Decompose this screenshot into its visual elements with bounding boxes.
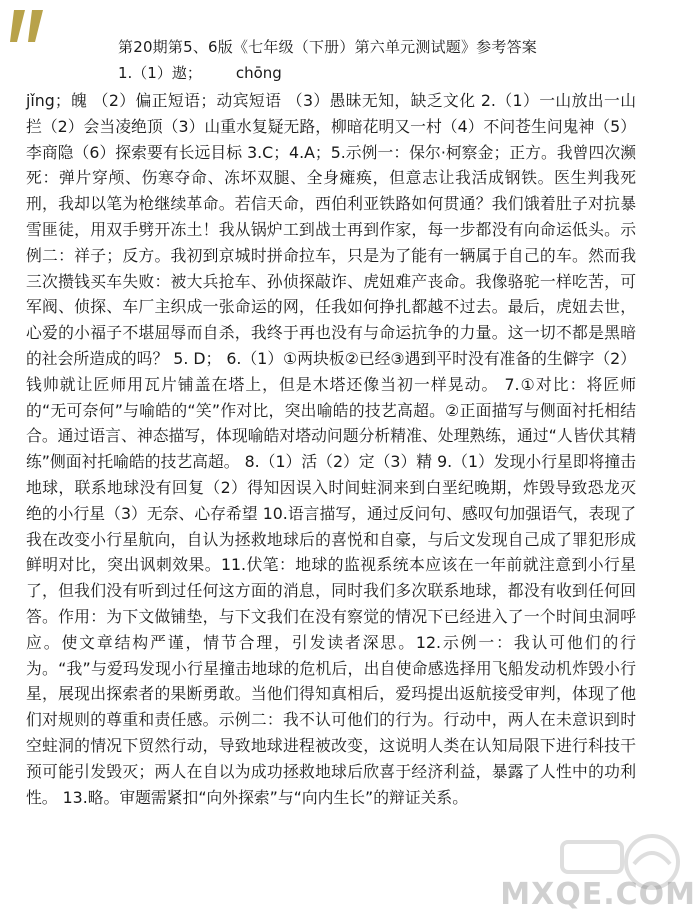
quote-mark-icon — [8, 4, 52, 48]
pinyin-text: chōng — [235, 64, 282, 82]
first-answer-text: 1.（1）遨； — [118, 64, 202, 82]
answer-title: 第20期第5、6版《七年级（下册）第六单元测试题》参考答案 — [118, 38, 537, 56]
first-answer-line — [118, 62, 282, 84]
answer-body: jǐng；魄 （2）偏正短语；动宾短语 （3）愚昧无知，缺乏文化 2.（1）一山放出一山拦（2）会当凌绝顶（3）山重水复疑无路，柳暗花明又一村（4）不问苍生问鬼神（5）李商隐（6）探索要有长远目标 3.C；4.A；5.示例一：保尔·柯察金；正方。我曾四次濒死：弹片穿颅、伤寒夺命、冻坏双腿、全身瘫痪，但意志让我活成钢铁。医生判我死刑，我却以笔为枪继续革命。若信天命，西伯利亚铁路如何贯通？我们饿着肚子对抗暴雪匪徒，用双手劈开冻土！我从锅炉工到战士再到作家，每一步都没有向命运低头。示例二：祥子；反方。我初到京城时拼命拉车，只是为了能有一辆属于自己的车。然而我三次攒钱买车失败：被大兵抢车、孙侦探敲诈、虎妞难产丧命。我像骆驼一样吃苦，可军阀、侦探、车厂主织成一张命运的网，任我如何挣扎都越不过去。最后，虎妞去世，心爱的小福子不堪屈辱而自杀，我终于再也没有与命运抗争的力量。这一切不都是黑暗的社会所造成的吗？ 5. D； 6.（1）①两块板②已经③遇到平时没有准备的生僻字（2）钱帅就让匠师用瓦片铺盖在塔上，但是木塔还像当初一样晃动。 7.①对比：将匠师的“无可奈何”与喻皓的“笑”作对比，突出喻皓的技艺高超。②正面描写与侧面衬托相结合。通过语言、神态描写，体现喻皓对塔动问题分析精准、处理熟练，通过“人皆伏其精练”侧面衬托喻皓的技艺高超。 8.（1）活（2）定（3）精 9.（1）发现小行星即将撞击地球，联系地球没有回复（2）得知因误入时间蛀洞来到白垩纪晚期，炸毁导致恐龙灭绝的小行星（3）无奈、心存希望 10.语言描写，通过反问句、感叹句加强语气，表现了我在改变小行星航向，自认为拯救地球后的喜悦和自豪，与后文发现自己成了罪犯形成鲜明对比，突出讽刺效果。11.伏笔：地球的监视系统本应该在一年前就注意到小行星了，但我们没有听到过任何这方面的消息，同时我们多次联系地球，都没有收到任何回答。作用：为下文做铺垫，与下文我们在没有察觉的情况下已经进入了一个时间虫洞呼应。使文章结构严谨，情节合理，引发读者深思。12.示例一：我认可他们的行为。“我”与爱玛发现小行星撞击地球的危机后，出自使命感选择用飞船发动机炸毁小行星，展现出探索者的果断勇敢。当他们得知真相后，爱玛提出返航接受审判，体现了他们对规则的尊重和责任感。示例二：我不认可他们的行为。行动中，两人在未意识到时空蛀洞的情况下贸然行动，导致地球进程被改变，这说明人类在认知局限下进行科技干预可能引发毁灭；两人在自以为成功拯救地球后欣喜于经济利益，暴露了人性中的功利性。 13.略。审题需紧扣“向外探索”与“向内生长”的辩证关系。 — [26, 91, 636, 807]
watermark-text: MXQE.COM — [500, 877, 696, 912]
